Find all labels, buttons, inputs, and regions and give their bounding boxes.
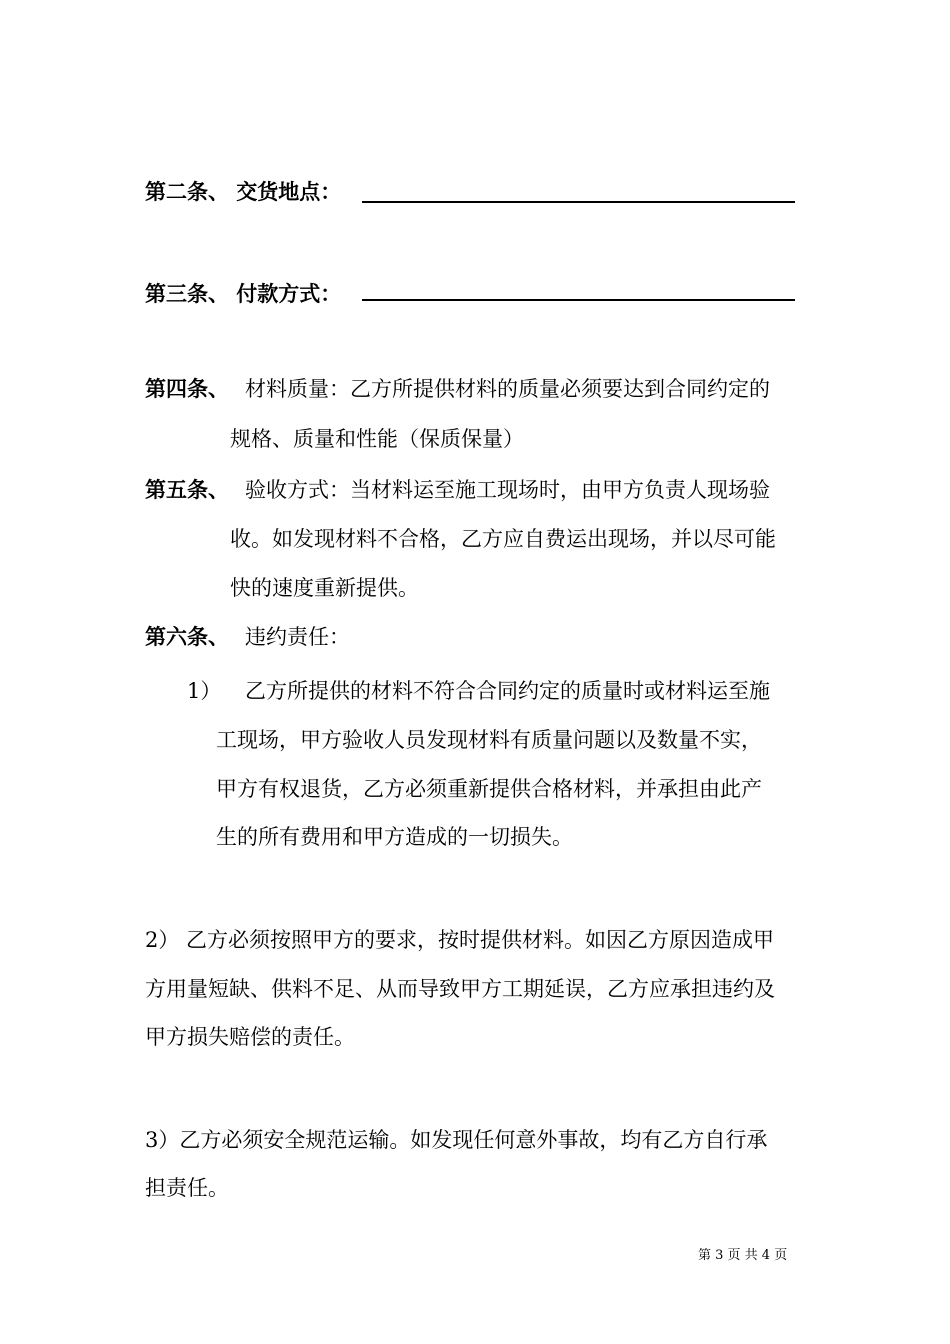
article5-line2: 收。如发现材料不合格，乙方应自费运出现场，并以尽可能 (230, 527, 776, 551)
item1-line3: 甲方有权退货，乙方必须重新提供合格材料，并承担由此产 (216, 777, 762, 801)
article5-line3: 快的速度重新提供。 (230, 576, 419, 600)
item1-line1: 乙方所提供的材料不符合合同约定的质量时或材料运至施 (245, 679, 770, 703)
article2-label: 第二条、 交货地点： (145, 179, 342, 204)
item2-line3: 甲方损失赔偿的责任。 (145, 1025, 355, 1049)
item2-line2: 方用量短缺、供料不足、从而导致甲方工期延误，乙方应承担违约及 (145, 977, 775, 1001)
delivery-location-blank (362, 201, 795, 203)
item1-line2: 工现场，甲方验收人员发现材料有质量问题以及数量不实， (216, 728, 762, 752)
item2-line1: 2） 乙方必须按照甲方的要求，按时提供材料。如因乙方原因造成甲 (145, 928, 775, 952)
article4-line1: 材料质量：乙方所提供材料的质量必须要达到合同约定的 (245, 377, 770, 401)
page-number: 第 3 页 共 4 页 (698, 1248, 788, 1263)
article4-label: 第四条、 (145, 376, 229, 401)
article6-title: 违约责任： (245, 625, 350, 649)
item1-line4: 生的所有费用和甲方造成的一切损失。 (216, 825, 573, 849)
item3-line1: 3）乙方必须安全规范运输。如发现任何意外事故，均有乙方自行承 (145, 1128, 768, 1152)
item1-number: 1） (187, 679, 222, 703)
item3-line2: 担责任。 (145, 1176, 229, 1200)
payment-method-blank (362, 299, 795, 301)
article3-label: 第三条、 付款方式： (145, 281, 342, 306)
article6-label: 第六条、 (145, 624, 229, 649)
article4-line2: 规格、质量和性能（保质保量） (230, 427, 524, 451)
article5-line1: 验收方式：当材料运至施工现场时，由甲方负责人现场验 (245, 478, 770, 502)
article5-label: 第五条、 (145, 477, 229, 502)
